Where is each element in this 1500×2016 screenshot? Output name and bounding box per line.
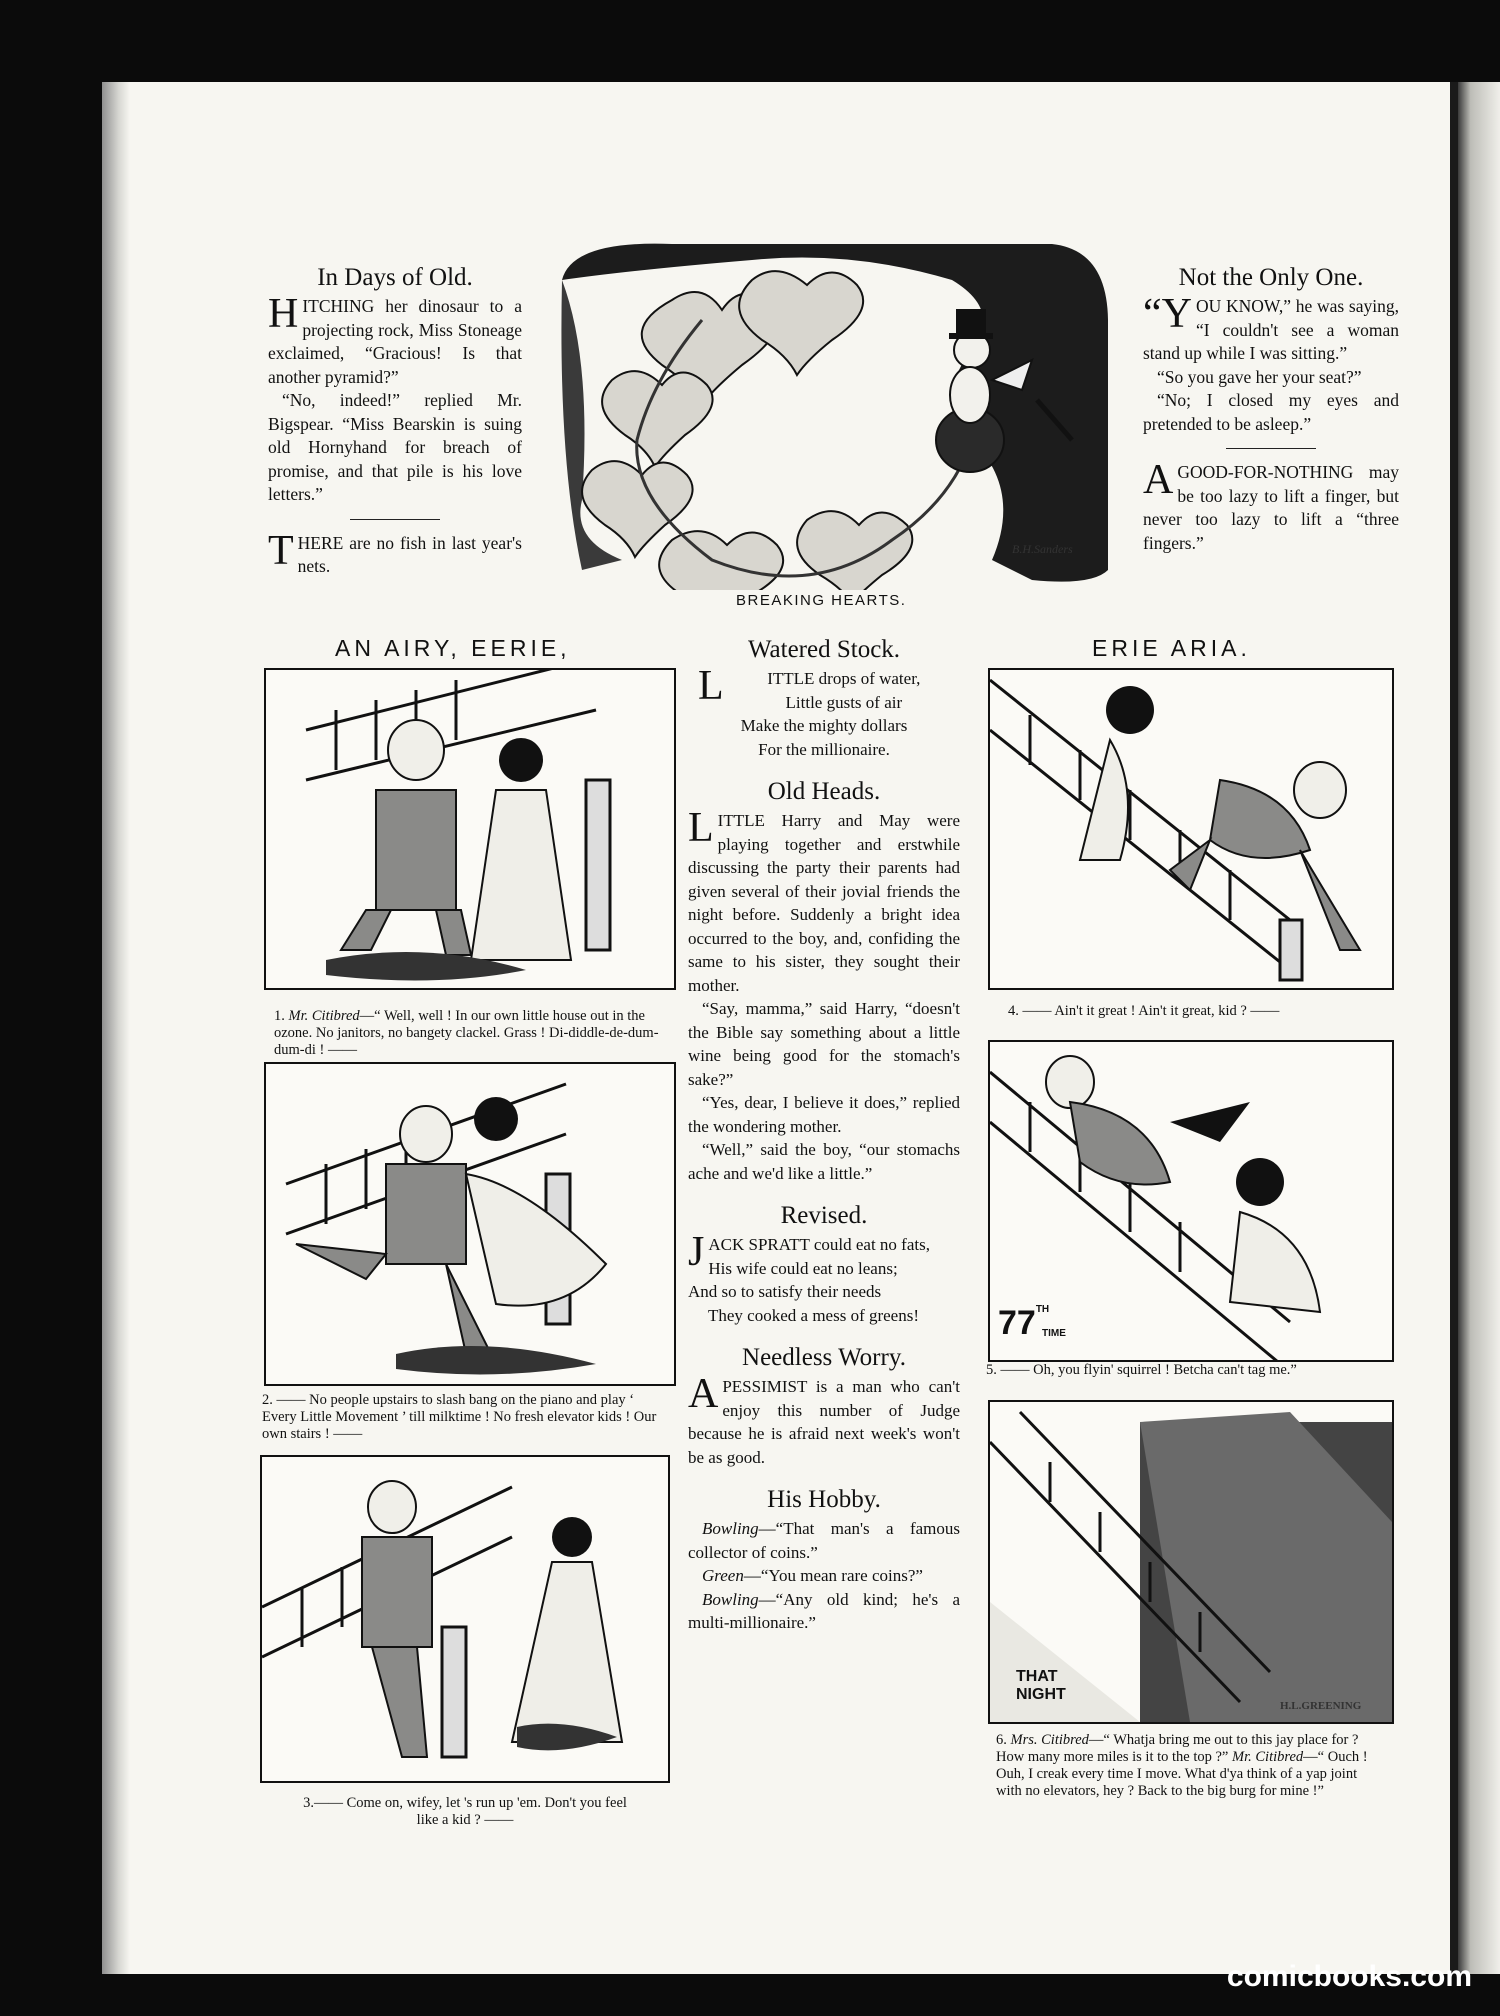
panel-illustration (262, 1457, 668, 1781)
drop-cap: L (698, 663, 724, 709)
site-watermark: comicbooks.com (1226, 1960, 1472, 1993)
drop-cap: L (688, 805, 714, 851)
panel-caption-3: 3.—— Come on, wifey, let 's run up 'em. Don't you feel like a kid ? —— (303, 1795, 627, 1828)
that-night-word: THAT (1016, 1668, 1058, 1685)
that-night-label (1016, 1668, 1066, 1704)
article-paragraph: “Say, mamma,” said Harry, “doesn't the Bible say something about a little wine being good for the stomach's sake?” (688, 999, 960, 1089)
poem (688, 1229, 960, 1327)
page-binding-shadow (102, 82, 130, 1974)
breaking-hearts-cartoon (552, 240, 1112, 590)
divider (350, 519, 440, 520)
article-paragraph: “No; I closed my eyes and pretended to be asleep.” (1143, 390, 1399, 434)
panel-caption-2: 2. —— No people upstairs to slash bang on the piano and play ‘ Every Little Movement ’ till milktime ! No fresh elevator kids ! Our own stairs ! —— (262, 1392, 657, 1442)
article-paragraph: AGOOD-FOR-NOTHING may be too lazy to lift a finger, but never too lazy to lift a “three fingers.” (1143, 457, 1399, 553)
poem-line: For the millionaire. (758, 739, 890, 759)
artist-signature: H.L.GREENING (1280, 1700, 1362, 1712)
article-paragraph: HITCHING her dinosaur to a projecting rock, Miss Stoneage exclaimed, “Gracious! Is that another pyramid?” (268, 291, 522, 387)
drop-cap: “Y (1143, 291, 1192, 337)
article-paragraph: APESSIMIST is a man who can't enjoy this number of Judge because he is afraid next week's won't be as good. (688, 1371, 960, 1467)
article-title: His Hobby. (767, 1486, 881, 1513)
poem-line: ITTLE drops of water, (767, 669, 921, 688)
drop-cap: T (268, 527, 294, 574)
panel-illustration (266, 1064, 674, 1384)
article-title: Revised. (780, 1202, 868, 1229)
cartoon-caption: BREAKING HEARTS. (736, 592, 907, 609)
that-night-word: NIGHT (1016, 1686, 1066, 1703)
comic-panel-5 (988, 1040, 1394, 1362)
article-paragraph: “YOU KNOW,” he was saying, “I couldn't see a woman stand up while I was sitting.” (1143, 291, 1399, 363)
comic-banner-left: AN AIRY, EERIE, (335, 635, 571, 661)
divider (1226, 448, 1316, 449)
panel-illustration (990, 1042, 1392, 1360)
comic-banner-right: ERIE ARIA. (1092, 635, 1251, 661)
comic-panel-6 (988, 1400, 1394, 1724)
article-title: Watered Stock. (747, 636, 901, 663)
article-title: In Days of Old. (317, 264, 473, 291)
article-paragraph: “So you gave her your seat?” (1157, 366, 1362, 387)
time-sign (998, 1304, 1066, 1343)
drop-cap: H (268, 291, 299, 337)
time-sign-number: 77 (998, 1304, 1036, 1342)
article-paragraph: “Yes, dear, I believe it does,” replied the wondering mother. (688, 1093, 960, 1136)
article-title: Old Heads. (767, 778, 881, 805)
comic-panel-1 (264, 668, 676, 990)
right-column (1143, 263, 1399, 555)
article-title: Not the Only One. (1178, 264, 1364, 291)
center-column (688, 635, 960, 1635)
cartoon-illustration (552, 240, 1112, 590)
left-column (268, 263, 522, 579)
dialogue-line: Bowling—“That man's a famous collector of coins.” (688, 1519, 960, 1562)
drop-cap: A (1143, 457, 1174, 503)
poem (688, 663, 960, 761)
comic-panel-2 (264, 1062, 676, 1386)
poem-line: His wife could eat no leans; (708, 1258, 898, 1278)
time-sign-sup: TH (1035, 1304, 1050, 1315)
article-paragraph: LITTLE Harry and May were playing together and erstwhile discussing the party their parents had given several of their jovial friends the night before. Suddenly a bright idea occurred to the boy, and, confiding the same to his sister, they sought their mother. (688, 805, 960, 995)
dialogue-line: Bowling—“Any old kind; he's a multi-millionaire.” (688, 1589, 960, 1632)
article-paragraph: THERE are no fish in last year's nets. (268, 527, 522, 576)
panel-caption-1: 1. Mr. Citibred—“ Well, well ! In our own little house out in the ozone. No janitors, no bangety clackel. Grass ! Di-diddle-de-dum-dum-di ! —— (274, 1008, 659, 1058)
panel-illustration (266, 670, 674, 988)
poem-line: ACK SPRATT could eat no fats, (708, 1235, 930, 1254)
time-sign-label: TIME (1042, 1328, 1066, 1339)
dialogue-line: Green—“You mean rare coins?” (702, 1566, 923, 1585)
drop-cap: J (688, 1229, 705, 1275)
article-paragraph: “No, indeed!” replied Mr. Bigspear. “Miss Bearskin is suing old Hornyhand for breach of promise, and that pile is his love letters.” (268, 390, 522, 504)
next-page-edge (1458, 82, 1500, 1974)
poem-line: Little gusts of air (785, 692, 903, 712)
panel-caption-6: 6. Mrs. Citibred—“ Whatja bring me out to this jay place for ? How many more miles is it to the top ?” Mr. Citibred—“ Ouch ! Ouh, I creak every time I move. What d'ya think of a yap joint with no elevators, hey ? Back to the big burg for mine !” (996, 1732, 1368, 1799)
poem-line: And so to satisfy their needs (688, 1282, 882, 1301)
poem-line: They cooked a mess of greens! (708, 1305, 920, 1325)
panel-illustration (990, 670, 1392, 988)
comic-panel-4 (988, 668, 1394, 990)
article-paragraph: “Well,” said the boy, “our stomachs ache and we'd like a little.” (688, 1140, 960, 1183)
cartoonist-signature: B.H.Sanders (1012, 542, 1073, 556)
drop-cap: A (688, 1371, 719, 1417)
panel-caption-5: 5. —— Oh, you flyin' squirrel ! Betcha can't tag me.” (986, 1362, 1297, 1378)
poem-line: Make the mighty dollars (740, 716, 908, 735)
article-title: Needless Worry. (742, 1344, 906, 1371)
panel-caption-4: 4. —— Ain't it great ! Ain't it great, kid ? —— (1008, 1003, 1280, 1019)
comic-panel-3 (260, 1455, 670, 1783)
